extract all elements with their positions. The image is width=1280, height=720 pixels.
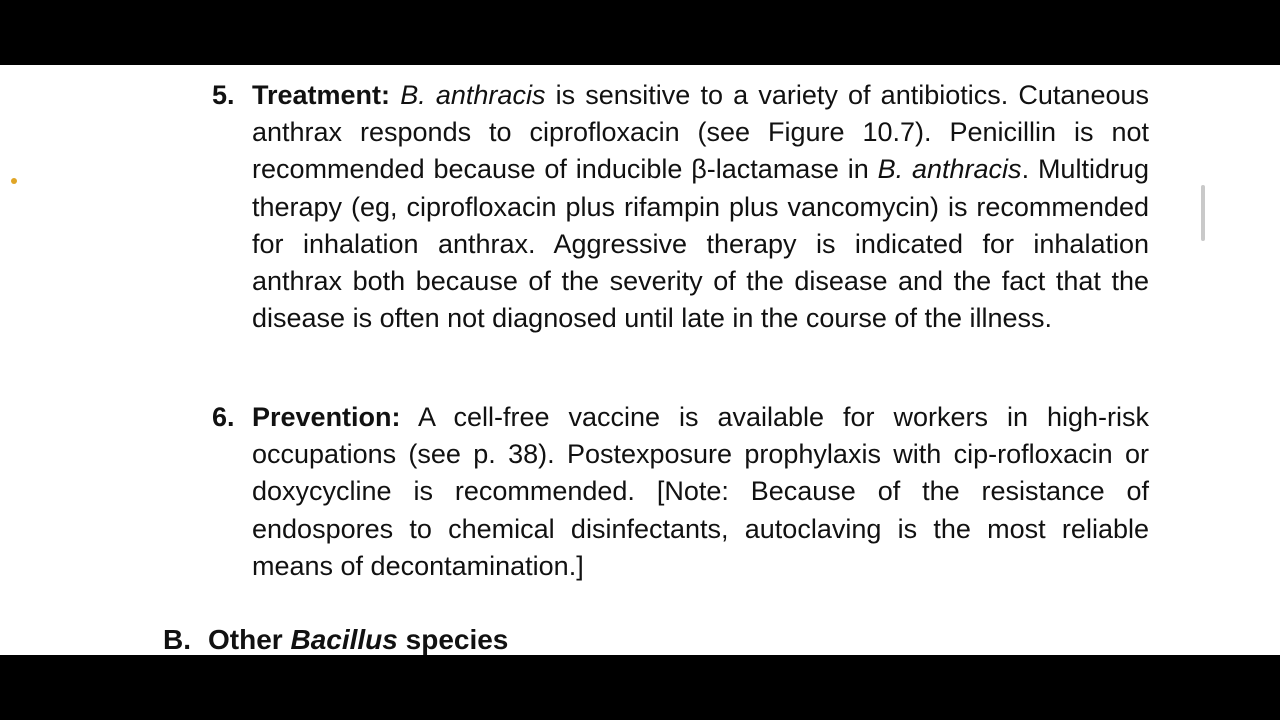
section-title-italic: Bacillus bbox=[290, 624, 398, 655]
scrollbar-thumb[interactable] bbox=[1201, 185, 1205, 241]
italic-term: B. anthracis bbox=[877, 154, 1022, 185]
cursor-dot bbox=[11, 178, 17, 184]
text-segment bbox=[390, 80, 400, 110]
section-title-prefix: Other bbox=[208, 624, 291, 655]
text-segment: . Multidrug therapy (eg, ciprofloxacin plus rifampin plus vancomycin) is recommended for inhalation anthrax. Aggressive therapy is indicated for inhalation anthrax both because of the severity of the disease and the fact that the disease is often not diagnosed until late in the course of the illness. bbox=[252, 154, 1149, 334]
section-title-suffix: species bbox=[397, 624, 509, 655]
section-heading bbox=[163, 621, 508, 655]
text-segment: is sensitive to a variety of antibiotics. Cutaneous anthrax responds to ciprofloxacin (see Figure 10.7). Penicillin is not recommended because of inducible β-lactamase in bbox=[252, 80, 1149, 185]
item-body bbox=[252, 399, 1149, 585]
letterbox-top bbox=[0, 0, 1280, 65]
italic-term: B. anthracis bbox=[400, 80, 546, 110]
section-letter: B. bbox=[163, 624, 191, 655]
item-number: 6. bbox=[212, 402, 235, 432]
item-body bbox=[252, 77, 1149, 337]
item-heading: Prevention: bbox=[252, 402, 401, 432]
item-number: 5. bbox=[212, 80, 235, 110]
item-heading: Treatment: bbox=[252, 80, 391, 110]
letterbox-bottom bbox=[0, 655, 1280, 720]
document-page bbox=[0, 65, 1280, 655]
text-segment: A cell-free vaccine is available for workers in high-risk occupations (see p. 38). Postexposure prophylaxis with cip-rofloxacin or doxycycline is recommended. [Note: Because of the resistance of endospores to chemical disinfectants, autoclaving is the most reliable means of decontamination.] bbox=[252, 402, 1149, 581]
